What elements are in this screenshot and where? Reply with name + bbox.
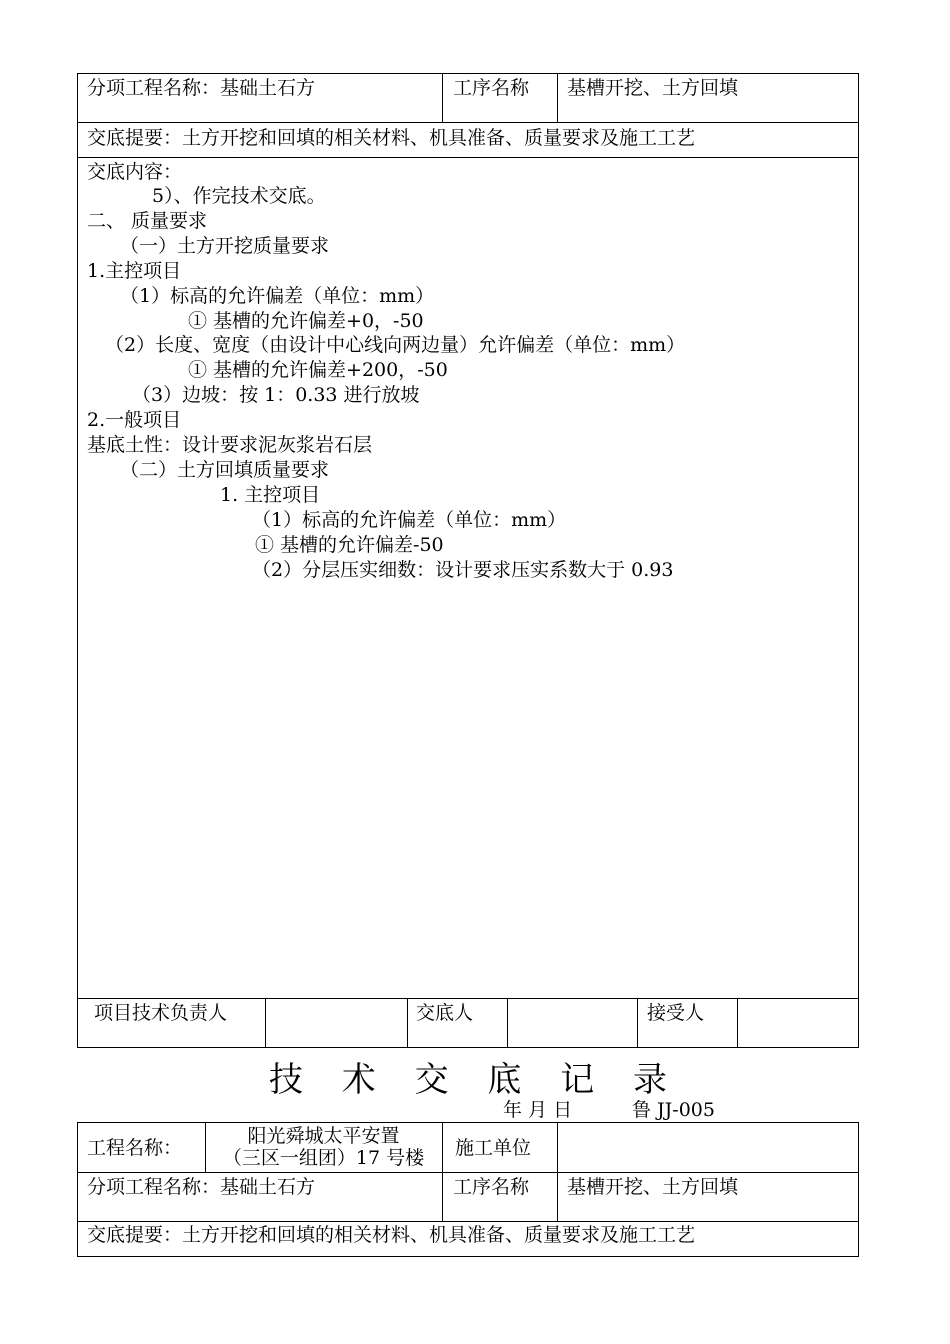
content-line: 基底土性：设计要求泥灰浆岩石层 [87,434,373,456]
content-line: ① 基槽的允许偏差-50 [255,534,444,556]
content-line: （3）边坡：按 1：0.33 进行放坡 [132,384,420,406]
project-name-value [205,1125,442,1169]
project-name-label: 工程名称： [87,1137,183,1159]
divider [507,998,508,1048]
divider [77,122,859,123]
divider [442,1122,443,1172]
divider [77,998,859,999]
content-line: 二、 质量要求 [87,210,208,232]
divider [77,157,859,158]
divider [77,1172,859,1173]
content-line: （2）长度、宽度（由设计中心线向两边量）允许偏差（单位：mm） [105,334,686,356]
project-name-line: （三区一组团）17 号楼 [222,1147,425,1169]
content-line: 1. 主控项目 [220,484,321,506]
content-line: （1）标高的允许偏差（单位：mm） [120,285,435,307]
construction-unit-field[interactable] [559,1124,857,1170]
disclosure-summary: 交底提要：土方开挖和回填的相关材料、机具准备、质量要求及施工工艺 [87,1224,696,1246]
divider [557,1172,558,1221]
content-line: 5）、作完技术交底。 [152,185,326,207]
content-line: ① 基槽的允许偏差+0，-50 [188,310,424,332]
divider [737,998,738,1048]
divider [265,998,266,1048]
process-value: 基槽开挖、土方回填 [567,1176,739,1198]
content-heading: 交底内容： [87,161,183,183]
date-label: 年 月 日 [503,1099,573,1121]
discloser-label: 交底人 [416,1002,474,1024]
content-line: ① 基槽的允许偏差+200，-50 [188,359,448,381]
divider [407,998,408,1048]
content-line: 1.主控项目 [87,260,182,282]
disclosure-summary: 交底提要：土方开挖和回填的相关材料、机具准备、质量要求及施工工艺 [87,127,696,149]
tech-lead-label: 项目技术负责人 [94,1002,228,1024]
project-name-line: 阳光舜城太平安置 [247,1125,400,1147]
divider [442,73,443,122]
divider [637,998,638,1048]
discloser-signature-field[interactable] [509,1000,635,1046]
content-line: （1）标高的允许偏差（单位：mm） [252,509,567,531]
divider [557,1122,558,1172]
content-line: （二）土方回填质量要求 [120,459,330,481]
record-title: 技 术 交 底 记 录 [268,1060,682,1100]
divider [557,73,558,122]
content-line: （2）分层压实细数：设计要求压实系数大于 0.93 [252,559,674,581]
form-code: 鲁 JJ-005 [632,1099,715,1121]
divider [77,1221,859,1222]
subproject-label: 分项工程名称：基础土石方 [87,77,316,99]
process-label: 工序名称 [453,1176,530,1198]
subproject-label: 分项工程名称：基础土石方 [87,1176,316,1198]
divider [442,1172,443,1221]
construction-unit-label: 施工单位 [455,1137,532,1159]
process-label: 工序名称 [453,77,530,99]
receiver-signature-field[interactable] [739,1000,857,1046]
receiver-label: 接受人 [647,1002,705,1024]
content-line: 2.一般项目 [87,409,182,431]
tech-lead-signature-field[interactable] [267,1000,405,1046]
content-line: （一）土方开挖质量要求 [120,235,330,257]
process-value: 基槽开挖、土方回填 [567,77,739,99]
